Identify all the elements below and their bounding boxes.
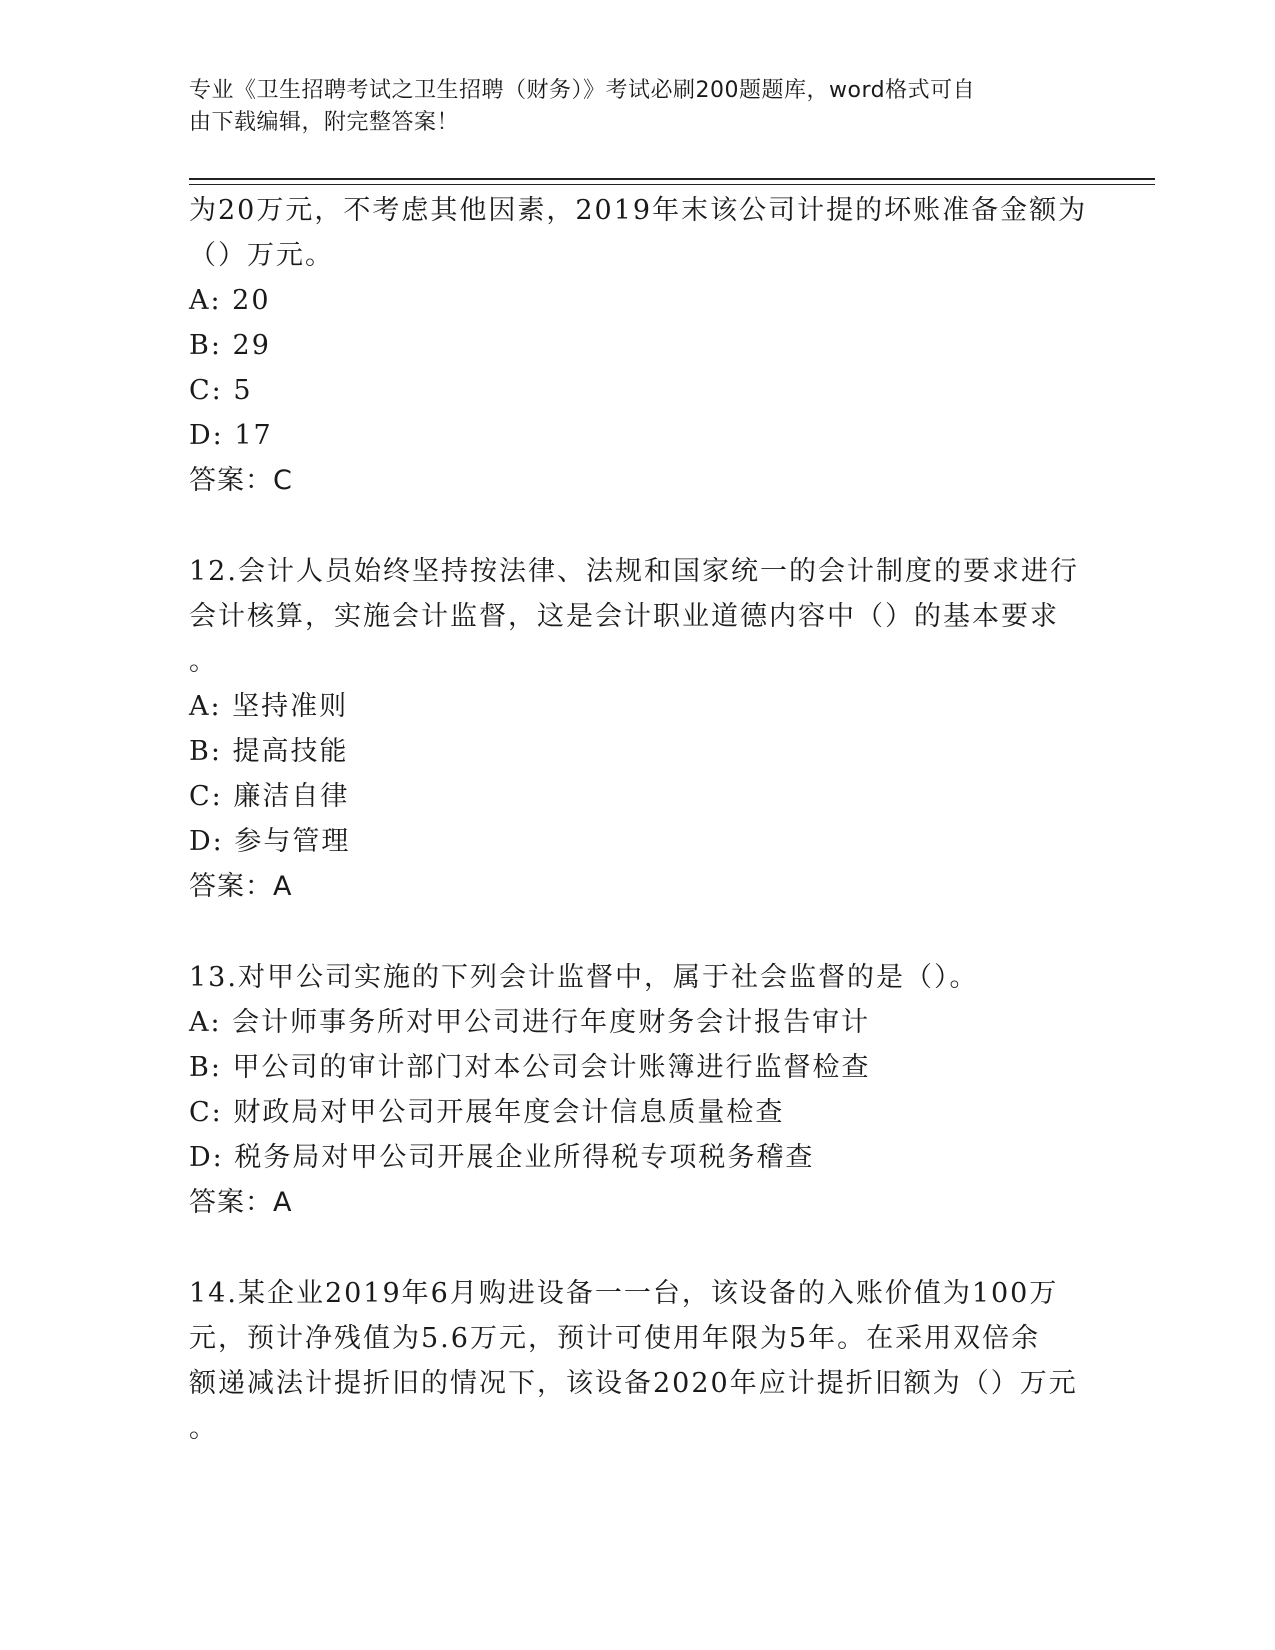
option-b: B: 29 bbox=[189, 330, 271, 361]
question-11 bbox=[189, 188, 1089, 503]
answer-line: 答案：A bbox=[189, 1187, 293, 1218]
option-b: B: 甲公司的审计部门对本公司会计账簿进行监督检查 bbox=[189, 1052, 871, 1083]
option-c: C: 廉洁自律 bbox=[189, 781, 350, 812]
spacer bbox=[189, 1225, 1089, 1271]
question-stem-line: 额递减法计提折旧的情况下，该设备2020年应计提折旧额为（）万元 bbox=[189, 1368, 1078, 1399]
option-d: D: 17 bbox=[189, 420, 273, 451]
header-line-2: 由下载编辑，附完整答案！ bbox=[189, 110, 460, 135]
question-stem-line: 会计核算，实施会计监督，这是会计职业道德内容中（）的基本要求 bbox=[189, 601, 1059, 632]
option-a: A: 会计师事务所对甲公司进行年度财务会计报告审计 bbox=[189, 1007, 871, 1038]
question-12 bbox=[189, 549, 1089, 909]
option-b: B: 提高技能 bbox=[189, 736, 349, 767]
question-stem-line: 。 bbox=[189, 646, 218, 677]
question-stem-line: 。 bbox=[189, 1413, 218, 1444]
option-c: C: 5 bbox=[189, 375, 253, 406]
question-stem-line: 元，预计净残值为5.6万元，预计可使用年限为5年。在采用双倍余 bbox=[189, 1323, 1041, 1354]
question-stem-line: 为20万元，不考虑其他因素，2019年末该公司计提的坏账准备金额为 bbox=[189, 195, 1088, 226]
answer-line: 答案：A bbox=[189, 871, 293, 902]
question-stem-line: 13.对甲公司实施的下列会计监督中，属于社会监督的是（）。 bbox=[189, 962, 979, 993]
question-14 bbox=[189, 1271, 1089, 1451]
header-divider-thick bbox=[189, 178, 1155, 180]
header-line-1: 专业《卫生招聘考试之卫生招聘（财务）》考试必刷200题题库，word格式可自 bbox=[189, 78, 976, 103]
spacer bbox=[189, 909, 1089, 955]
option-a: A: 坚持准则 bbox=[189, 691, 349, 722]
option-d: D: 税务局对甲公司开展企业所得税专项税务稽查 bbox=[189, 1142, 815, 1173]
option-d: D: 参与管理 bbox=[189, 826, 351, 857]
document-body bbox=[189, 188, 1089, 1451]
document-header bbox=[189, 75, 1069, 139]
question-stem-line: （）万元。 bbox=[189, 240, 334, 271]
answer-line: 答案：C bbox=[189, 465, 293, 496]
header-divider-thin bbox=[189, 184, 1155, 185]
question-stem-line: 12.会计人员始终坚持按法律、法规和国家统一的会计制度的要求进行 bbox=[189, 556, 1079, 587]
question-stem-line: 14.某企业2019年6月购进设备一一台，该设备的入账价值为100万 bbox=[189, 1278, 1059, 1309]
spacer bbox=[189, 503, 1089, 549]
question-13 bbox=[189, 955, 1089, 1225]
option-c: C: 财政局对甲公司开展年度会计信息质量检查 bbox=[189, 1097, 785, 1128]
option-a: A: 20 bbox=[189, 285, 271, 316]
